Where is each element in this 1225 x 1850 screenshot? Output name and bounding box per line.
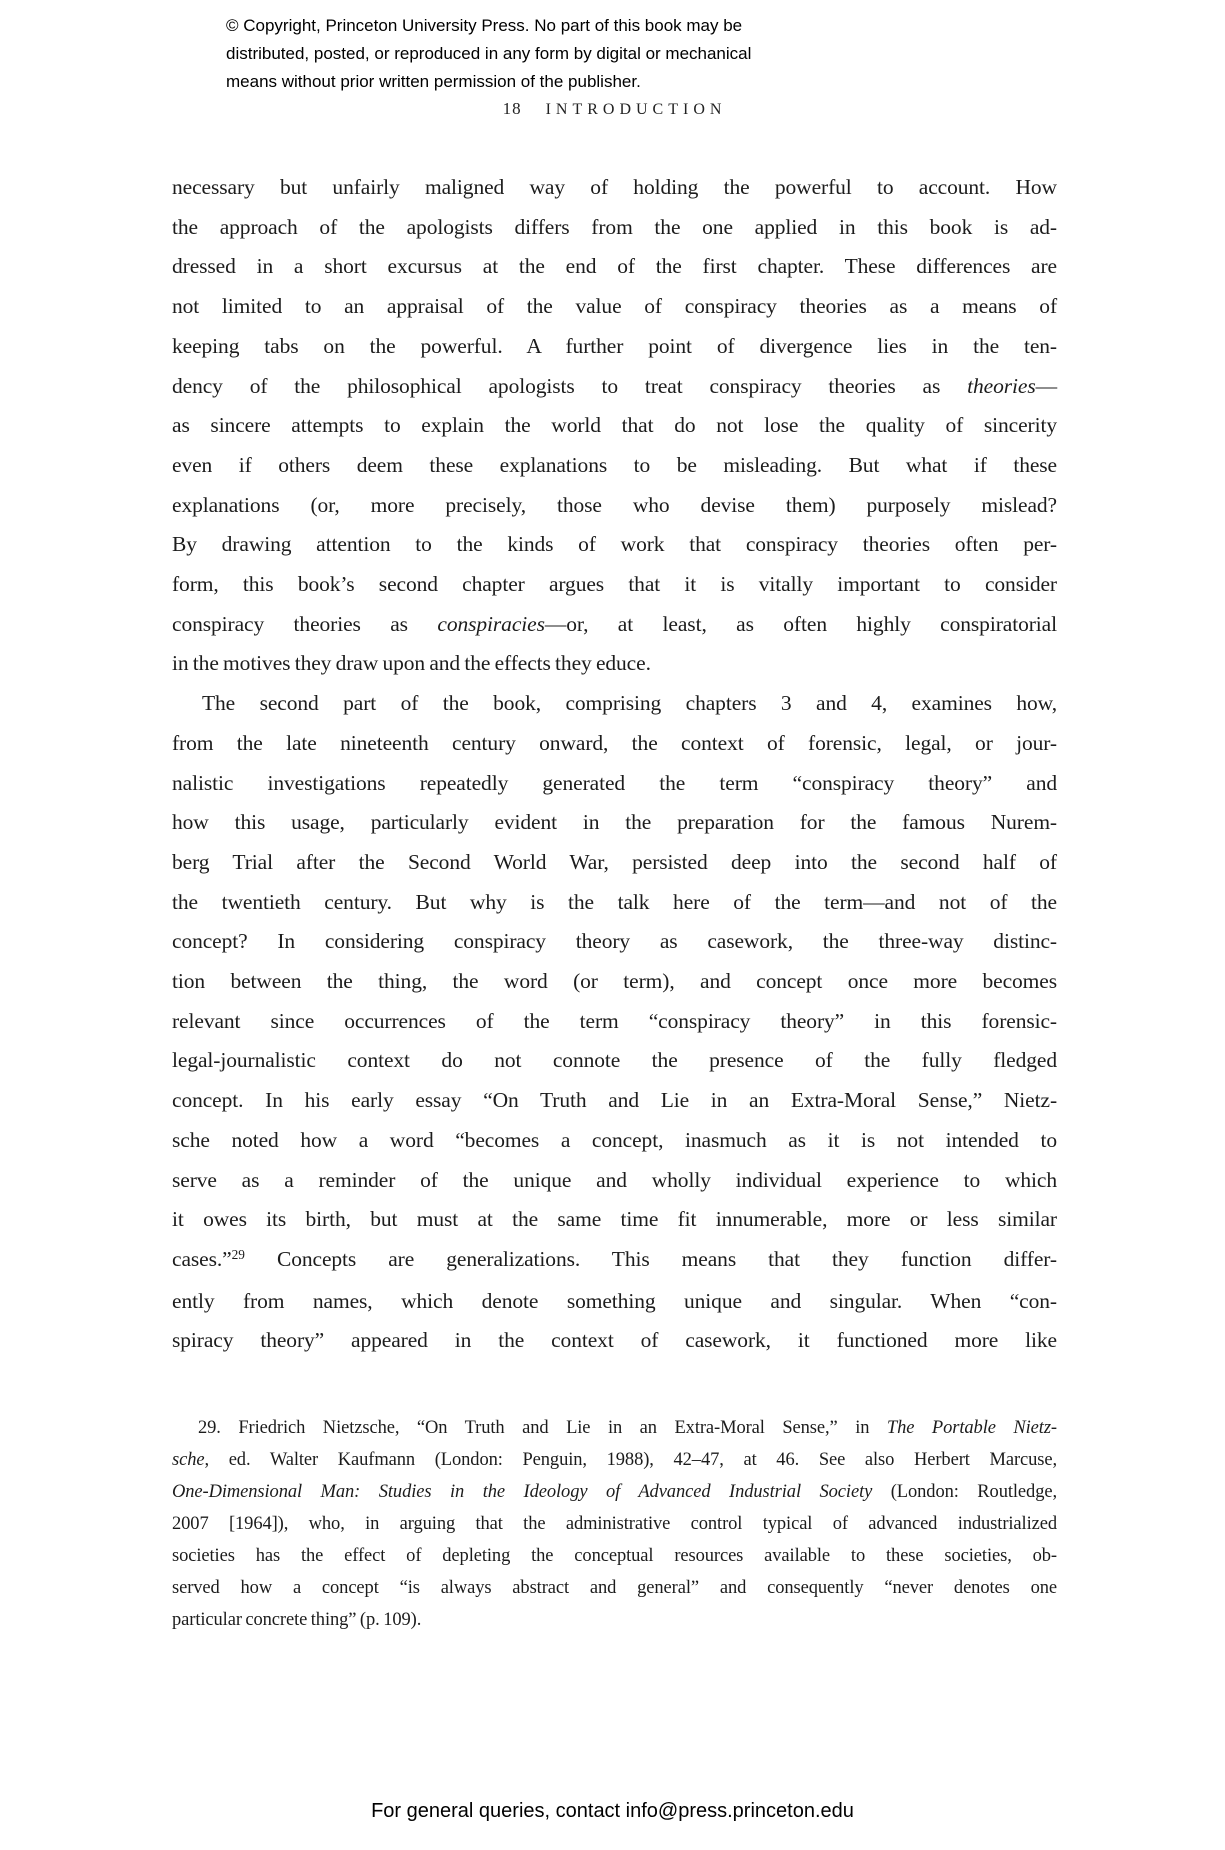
text-run: serve as a reminder of the unique and wholly individual experience to which [172, 1167, 1057, 1192]
text-line [172, 565, 1057, 605]
text-line [172, 1540, 1057, 1572]
text-run: —or, at least, as often highly conspiratorial [544, 611, 1057, 636]
text-run: sche noted how a word “becomes a concept, inasmuch as it is not intended to [172, 1127, 1057, 1152]
text-line [172, 525, 1057, 565]
text-line [172, 486, 1057, 526]
text-run: not limited to an appraisal of the value of conspiracy theories as a means of [172, 294, 1057, 319]
text-line [172, 1572, 1057, 1604]
text-run: the twentieth century. But why is the talk here of the term—and not of the [172, 889, 1057, 914]
section-title: INTRODUCTION [545, 101, 727, 118]
copyright-line: distributed, posted, or reproduced in any form by digital or mechanical [226, 44, 752, 63]
text-run: The second part of the book, comprising chapters 3 and 4, examines how, [202, 691, 1057, 716]
text-run: particular concrete thing” (p. 109). [172, 1610, 422, 1630]
text-line [172, 1508, 1057, 1540]
text-line [172, 1041, 1057, 1081]
text-line [172, 327, 1057, 367]
body-text [172, 168, 1057, 1361]
text-run: societies has the effect of depleting the conceptual resources available to these societies, ob- [172, 1546, 1057, 1566]
text-line [172, 1604, 1057, 1636]
text-run: One-Dimensional Man: Studies in the Ideology of Advanced Industrial Society [172, 1482, 873, 1502]
text-line [172, 168, 1057, 208]
copyright-notice [226, 12, 751, 96]
text-line [172, 1002, 1057, 1042]
text-line [172, 1161, 1057, 1201]
text-run: nalistic investigations repeatedly generated the term “conspiracy theory” and [172, 770, 1057, 795]
text-run: from the late nineteenth century onward, the context of forensic, legal, or jour- [172, 730, 1057, 755]
text-run: it owes its birth, but must at the same time fit innumerable, more or less similar [172, 1207, 1057, 1232]
text-run: dressed in a short excursus at the end of the first chapter. These differences are [172, 254, 1057, 279]
text-run: the approach of the apologists differs from the one applied in this book is ad- [172, 214, 1057, 239]
footnote-reference: 29 [231, 1246, 245, 1262]
text-run: conspiracies [437, 611, 545, 636]
text-line [172, 1282, 1057, 1322]
text-line [172, 208, 1057, 248]
running-head [172, 99, 1057, 119]
text-run: legal-journalistic context do not connote the presence of the fully fledged [172, 1048, 1057, 1073]
text-run: cases.” [172, 1246, 232, 1271]
page-number: 18 [502, 99, 522, 118]
text-line [172, 1476, 1057, 1508]
text-line [172, 367, 1057, 407]
text-run: concept? In considering conspiracy theory as casework, the three-way distinc- [172, 929, 1057, 954]
text-line [172, 843, 1057, 883]
text-run: dency of the philosophical apologists to treat conspiracy theories as [172, 373, 968, 398]
text-run: tion between the thing, the word (or term), and concept once more becomes [172, 969, 1057, 994]
text-line [172, 1200, 1057, 1240]
text-line [172, 446, 1057, 486]
text-line [172, 605, 1057, 645]
text-run: form, this book’s second chapter argues that it is vitally important to consider [172, 572, 1057, 597]
text-run: 2007 [1964]), who, in arguing that the administrative control typical of advanced industrialized [172, 1514, 1057, 1534]
text-run: in the motives they draw upon and the effects they educe. [172, 651, 651, 676]
text-line [172, 1081, 1057, 1121]
text-run: explanations (or, more precisely, those who devise them) purposely mislead? [172, 492, 1057, 517]
text-run: Concepts are generalizations. This means that they function differ- [244, 1246, 1057, 1271]
text-run: concept. In his early essay “On Truth and Lie in an Extra-Moral Sense,” Nietz- [172, 1088, 1057, 1113]
text-run: ently from names, which denote something unique and singular. When “con- [172, 1288, 1057, 1313]
copyright-line: means without prior written permission of the publisher. [226, 72, 641, 91]
text-line [172, 644, 1057, 684]
text-line [172, 764, 1057, 804]
text-run: 29. Friedrich Nietzsche, “On Truth and Lie in an Extra-Moral Sense,” in [198, 1418, 887, 1438]
text-run: even if others deem these explanations to be misleading. But what if these [172, 452, 1057, 477]
text-run: (London: Routledge, [872, 1482, 1057, 1502]
text-run: conspiracy theories as [172, 611, 438, 636]
page-footer [0, 1800, 1225, 1823]
paragraph [172, 168, 1057, 684]
copyright-line: © Copyright, Princeton University Press. No part of this book may be [226, 16, 743, 35]
text-run: sche [172, 1450, 205, 1470]
text-line [172, 883, 1057, 923]
text-line [172, 1321, 1057, 1361]
text-run: as sincere attempts to explain the world that do not lose the quality of sincerity [172, 413, 1057, 438]
text-run: necessary but unfairly maligned way of holding the powerful to account. How [172, 175, 1057, 199]
text-run: theories [967, 373, 1036, 398]
text-run: — [1035, 373, 1057, 398]
text-line [172, 247, 1057, 287]
text-line [172, 1121, 1057, 1161]
paragraph [172, 684, 1057, 1361]
footnote [172, 1412, 1057, 1636]
text-line [172, 724, 1057, 764]
text-line [172, 1412, 1057, 1444]
text-line [172, 1444, 1057, 1476]
text-run: By drawing attention to the kinds of work that conspiracy theories often per- [172, 532, 1057, 557]
text-run: , ed. Walter Kaufmann (London: Penguin, 1988), 42–47, at 46. See also Herbert Marcuse, [204, 1450, 1057, 1470]
text-line [172, 406, 1057, 446]
text-line [172, 287, 1057, 327]
text-run: how this usage, particularly evident in the preparation for the famous Nurem- [172, 810, 1057, 835]
text-line [172, 962, 1057, 1002]
text-line [172, 922, 1057, 962]
footer-contact: For general queries, contact info@press.princeton.edu [371, 1800, 854, 1822]
text-run: keeping tabs on the powerful. A further point of divergence lies in the ten- [172, 333, 1057, 358]
text-run: relevant since occurrences of the term “conspiracy theory” in this forensic- [172, 1008, 1057, 1033]
text-run: berg Trial after the Second World War, persisted deep into the second half of [172, 849, 1057, 874]
text-line [172, 684, 1057, 724]
text-line [172, 1240, 1057, 1282]
text-run: spiracy theory” appeared in the context of casework, it functioned more like [172, 1328, 1057, 1353]
text-run: served how a concept “is always abstract and general” and consequently “never denotes one [172, 1578, 1057, 1598]
text-run: The Portable Nietz- [886, 1418, 1057, 1438]
text-line [172, 803, 1057, 843]
